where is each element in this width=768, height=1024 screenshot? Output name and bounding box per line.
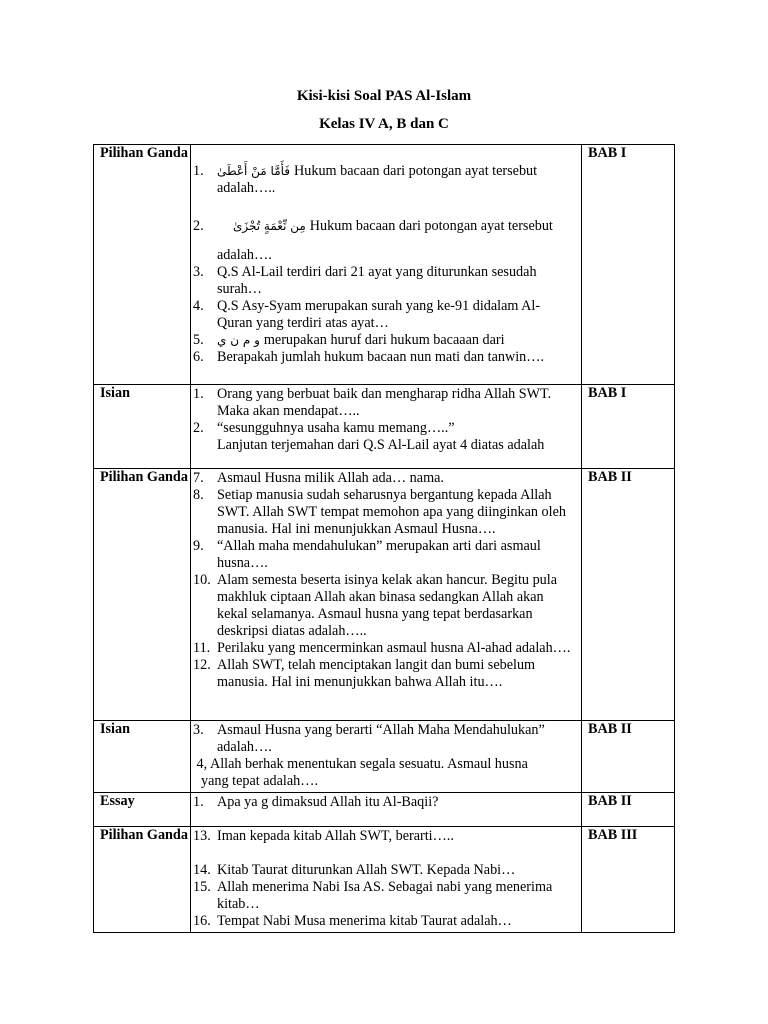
items-cell xyxy=(191,469,582,721)
extra-item-continuation: yang tepat adalah…. xyxy=(201,773,318,789)
table-row xyxy=(94,385,675,469)
item-number: 3. xyxy=(193,264,204,280)
category-cell: Isian xyxy=(94,385,191,469)
bab-cell: BAB II xyxy=(582,721,675,793)
item-text: Tempat Nabi Musa menerima kitab Taurat adalah… xyxy=(217,913,512,929)
item-number: 13. xyxy=(193,828,211,844)
bab-cell: BAB III xyxy=(582,827,675,933)
list-item xyxy=(193,794,575,811)
item-number: 2. xyxy=(193,218,204,234)
table-row xyxy=(94,145,675,385)
arabic-fragment: مِن نِّعْمَةٍ تُجْزَىٰ xyxy=(233,219,306,233)
item-text: Asmaul Husna milik Allah ada… nama. xyxy=(217,470,444,486)
arabic-letters: و م ن ي xyxy=(217,333,260,347)
list-item xyxy=(193,538,575,572)
item-number: 15. xyxy=(193,879,211,895)
item-text: “Allah maha mendahulukan” merupakan arti dari asmaul husna…. xyxy=(217,538,541,571)
list-item xyxy=(193,572,575,640)
document-subtitle: Kelas IV A, B dan C xyxy=(319,116,449,132)
item-text: Allah menerima Nabi Isa AS. Sebagai nabi yang menerima kitab… xyxy=(217,879,553,912)
item-number: 7. xyxy=(193,470,204,486)
item-text: Hukum bacaan dari potongan ayat tersebut xyxy=(309,218,553,234)
category-cell: Pilihan Ganda xyxy=(94,145,191,385)
item-text: Orang yang berbuat baik dan mengharap ridha Allah SWT. Maka akan mendapat….. xyxy=(217,386,552,419)
item-text: merupakan huruf dari hukum bacaaan dari xyxy=(263,332,505,348)
item-number: 3. xyxy=(193,722,204,738)
items-cell xyxy=(191,827,582,933)
item-number: 1. xyxy=(193,163,204,179)
item-continuation: adalah…. xyxy=(217,247,272,263)
item-number: 14. xyxy=(193,862,211,878)
item-continuation: Lanjutan terjemahan dari Q.S Al-Lail ayat 4 diatas adalah xyxy=(217,437,545,453)
item-number: 11. xyxy=(193,640,211,656)
item-number: 8. xyxy=(193,487,204,503)
extra-item-text: 4, Allah berhak menentukan segala sesuatu. Asmaul husna xyxy=(193,756,528,772)
document-title: Kisi-kisi Soal PAS Al-Islam xyxy=(296,88,472,104)
arabic-fragment: فَأَمَّا مَنْ أَعْطَىٰ xyxy=(217,164,291,178)
table-row xyxy=(94,721,675,793)
table-row xyxy=(94,793,675,827)
item-text: Alam semesta beserta isinya kelak akan hancur. Begitu pula makhluk ciptaan Allah akan binasa sedangkan Allah akan kekal selamanya. Asmaul husna yang tepat berdasarkan deskripsi diatas adalah….. xyxy=(217,572,557,639)
items-cell xyxy=(191,385,582,469)
bab-cell: BAB I xyxy=(582,385,675,469)
list-item xyxy=(193,470,575,487)
table-row xyxy=(94,827,675,933)
category-cell: Isian xyxy=(94,721,191,793)
list-item xyxy=(193,487,575,538)
item-text: Berapakah jumlah hukum bacaan nun mati dan tanwin…. xyxy=(217,349,545,365)
list-item xyxy=(193,298,575,332)
list-item xyxy=(193,862,575,879)
item-text: Setiap manusia sudah seharusnya bergantung kepada Allah SWT. Allah SWT tempat memohon apa yang diinginkan oleh manusia. Hal ini menunjukkan Asmaul Husna…. xyxy=(217,487,566,537)
item-text: “sesungguhnya usaha kamu memang…..” xyxy=(217,420,455,436)
bab-cell: BAB II xyxy=(582,469,675,721)
list-item xyxy=(193,420,575,437)
items-cell xyxy=(191,793,582,827)
list-item xyxy=(193,386,575,420)
list-item xyxy=(193,264,575,298)
item-number: 12. xyxy=(193,657,211,673)
items-cell xyxy=(191,145,582,385)
item-text: Iman kepada kitab Allah SWT, berarti….. xyxy=(217,828,454,844)
list-item xyxy=(193,722,575,756)
category-cell: Pilihan Ganda xyxy=(94,827,191,933)
list-item xyxy=(193,657,575,691)
bab-cell: BAB I xyxy=(582,145,675,385)
list-item xyxy=(193,218,575,235)
item-number: 16. xyxy=(193,913,211,929)
item-number: 10. xyxy=(193,572,211,588)
item-number: 5. xyxy=(193,332,204,348)
category-cell: Essay xyxy=(94,793,191,827)
item-text: Q.S Asy-Syam merupakan surah yang ke-91 didalam Al-Quran yang terdiri atas ayat… xyxy=(217,298,541,331)
item-number: 6. xyxy=(193,349,204,365)
item-text: Kitab Taurat diturunkan Allah SWT. Kepada Nabi… xyxy=(217,862,516,878)
item-number: 1. xyxy=(193,794,204,810)
item-text: Asmaul Husna yang berarti “Allah Maha Mendahulukan” adalah…. xyxy=(217,722,545,755)
item-number: 9. xyxy=(193,538,204,554)
item-number: 4. xyxy=(193,298,204,314)
list-item xyxy=(193,349,575,366)
item-text: Perilaku yang mencerminkan asmaul husna Al-ahad adalah…. xyxy=(217,640,571,656)
item-number: 2. xyxy=(193,420,204,436)
category-cell: Pilihan Ganda xyxy=(94,469,191,721)
list-item xyxy=(193,828,575,845)
item-number: 1. xyxy=(193,386,204,402)
bab-cell: BAB II xyxy=(582,793,675,827)
list-item xyxy=(193,163,575,197)
list-item xyxy=(193,640,575,657)
list-item xyxy=(193,879,575,913)
items-cell xyxy=(191,721,582,793)
grid-table xyxy=(93,144,675,933)
list-item xyxy=(193,913,575,930)
item-text: Allah SWT, telah menciptakan langit dan bumi sebelum manusia. Hal ini menunjukkan bahwa Allah itu…. xyxy=(217,657,536,690)
item-text: Apa ya g dimaksud Allah itu Al-Baqii? xyxy=(217,794,439,810)
item-text: Hukum bacaan dari potongan ayat tersebut adalah….. xyxy=(217,163,538,196)
item-text: Q.S Al-Lail terdiri dari 21 ayat yang diturunkan sesudah surah… xyxy=(217,264,537,297)
table-row xyxy=(94,469,675,721)
list-item xyxy=(193,332,575,349)
